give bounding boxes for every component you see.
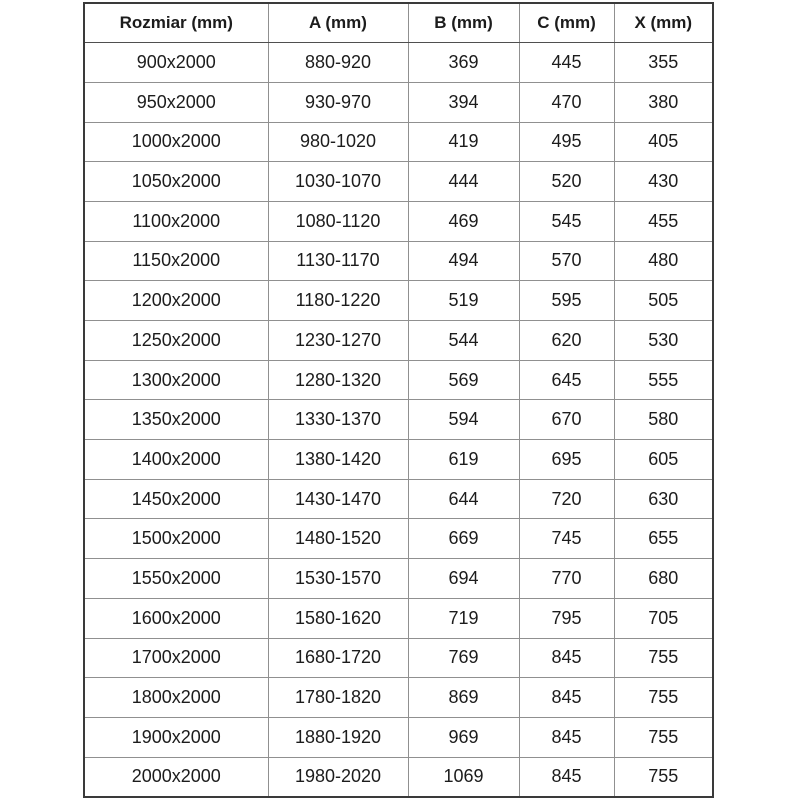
table-row — [84, 717, 713, 757]
table-row — [84, 281, 713, 321]
table-cell: 544 — [408, 321, 519, 361]
table-cell: 655 — [614, 519, 713, 559]
table-cell: 369 — [408, 43, 519, 83]
table-row — [84, 360, 713, 400]
table-cell: 845 — [519, 678, 614, 718]
table-cell: 430 — [614, 162, 713, 202]
table-cell: 769 — [408, 638, 519, 678]
table-cell: 394 — [408, 82, 519, 122]
table-cell: 969 — [408, 717, 519, 757]
table-cell: 1280-1320 — [268, 360, 408, 400]
table-cell: 455 — [614, 201, 713, 241]
table-row — [84, 43, 713, 83]
table-cell: 480 — [614, 241, 713, 281]
table-cell: 555 — [614, 360, 713, 400]
table-row — [84, 757, 713, 797]
table-cell: 1230-1270 — [268, 321, 408, 361]
table-cell: 355 — [614, 43, 713, 83]
table-cell: 694 — [408, 559, 519, 599]
col-header-a: A (mm) — [268, 3, 408, 43]
table-cell: 1100x2000 — [84, 201, 268, 241]
table-cell: 1780-1820 — [268, 678, 408, 718]
table-cell: 1530-1570 — [268, 559, 408, 599]
table-cell: 380 — [614, 82, 713, 122]
table-cell: 669 — [408, 519, 519, 559]
table-cell: 1880-1920 — [268, 717, 408, 757]
table-cell: 645 — [519, 360, 614, 400]
col-header-b: B (mm) — [408, 3, 519, 43]
table-row — [84, 678, 713, 718]
table-cell: 1580-1620 — [268, 598, 408, 638]
table-cell: 980-1020 — [268, 122, 408, 162]
table-cell: 630 — [614, 479, 713, 519]
table-row — [84, 400, 713, 440]
table-cell: 605 — [614, 440, 713, 480]
table-cell: 1300x2000 — [84, 360, 268, 400]
table-cell: 1080-1120 — [268, 201, 408, 241]
table-cell: 795 — [519, 598, 614, 638]
table-cell: 1500x2000 — [84, 519, 268, 559]
table-cell: 1030-1070 — [268, 162, 408, 202]
table-cell: 880-920 — [268, 43, 408, 83]
table-cell: 594 — [408, 400, 519, 440]
table-row — [84, 321, 713, 361]
table-cell: 1069 — [408, 757, 519, 797]
table-row — [84, 638, 713, 678]
table-cell: 620 — [519, 321, 614, 361]
table-cell: 569 — [408, 360, 519, 400]
col-header-c: C (mm) — [519, 3, 614, 43]
table-row — [84, 82, 713, 122]
table-cell: 1800x2000 — [84, 678, 268, 718]
col-header-rozmiar: Rozmiar (mm) — [84, 3, 268, 43]
table-cell: 1900x2000 — [84, 717, 268, 757]
table-cell: 1050x2000 — [84, 162, 268, 202]
table-row — [84, 598, 713, 638]
table-cell: 1980-2020 — [268, 757, 408, 797]
table-cell: 1700x2000 — [84, 638, 268, 678]
table-cell: 869 — [408, 678, 519, 718]
table-cell: 1680-1720 — [268, 638, 408, 678]
size-spec-table — [83, 2, 714, 798]
table-cell: 495 — [519, 122, 614, 162]
col-header-x: X (mm) — [614, 3, 713, 43]
table-body — [84, 43, 713, 797]
table-cell: 1200x2000 — [84, 281, 268, 321]
table-cell: 444 — [408, 162, 519, 202]
table-cell: 745 — [519, 519, 614, 559]
table-cell: 770 — [519, 559, 614, 599]
table-cell: 595 — [519, 281, 614, 321]
table-cell: 1000x2000 — [84, 122, 268, 162]
table-cell: 1480-1520 — [268, 519, 408, 559]
table-cell: 1130-1170 — [268, 241, 408, 281]
table-cell: 1350x2000 — [84, 400, 268, 440]
table-cell: 1180-1220 — [268, 281, 408, 321]
table-cell: 545 — [519, 201, 614, 241]
header-row — [84, 3, 713, 43]
table-row — [84, 479, 713, 519]
table-cell: 1430-1470 — [268, 479, 408, 519]
table-row — [84, 440, 713, 480]
table-cell: 520 — [519, 162, 614, 202]
table-cell: 505 — [614, 281, 713, 321]
table-cell: 755 — [614, 757, 713, 797]
table-cell: 930-970 — [268, 82, 408, 122]
table-cell: 619 — [408, 440, 519, 480]
table-cell: 494 — [408, 241, 519, 281]
table-cell: 845 — [519, 757, 614, 797]
table-cell: 405 — [614, 122, 713, 162]
table-cell: 419 — [408, 122, 519, 162]
table-cell: 445 — [519, 43, 614, 83]
table-cell: 900x2000 — [84, 43, 268, 83]
table-cell: 755 — [614, 678, 713, 718]
table-cell: 1380-1420 — [268, 440, 408, 480]
table-cell: 470 — [519, 82, 614, 122]
table-cell: 755 — [614, 717, 713, 757]
table-cell: 755 — [614, 638, 713, 678]
table-cell: 720 — [519, 479, 614, 519]
table-cell: 644 — [408, 479, 519, 519]
table-cell: 1550x2000 — [84, 559, 268, 599]
table-cell: 1600x2000 — [84, 598, 268, 638]
table-cell: 580 — [614, 400, 713, 440]
table-cell: 519 — [408, 281, 519, 321]
table-cell: 845 — [519, 638, 614, 678]
table-row — [84, 241, 713, 281]
table-cell: 570 — [519, 241, 614, 281]
table-row — [84, 201, 713, 241]
table-cell: 680 — [614, 559, 713, 599]
table-cell: 2000x2000 — [84, 757, 268, 797]
table-row — [84, 162, 713, 202]
size-spec-table-container — [83, 2, 712, 798]
table-cell: 719 — [408, 598, 519, 638]
table-cell: 1330-1370 — [268, 400, 408, 440]
table-cell: 1400x2000 — [84, 440, 268, 480]
table-cell: 950x2000 — [84, 82, 268, 122]
table-cell: 845 — [519, 717, 614, 757]
table-cell: 695 — [519, 440, 614, 480]
table-row — [84, 519, 713, 559]
table-cell: 1250x2000 — [84, 321, 268, 361]
table-row — [84, 122, 713, 162]
table-cell: 469 — [408, 201, 519, 241]
table-cell: 670 — [519, 400, 614, 440]
table-row — [84, 559, 713, 599]
table-cell: 1150x2000 — [84, 241, 268, 281]
table-cell: 530 — [614, 321, 713, 361]
table-cell: 1450x2000 — [84, 479, 268, 519]
table-cell: 705 — [614, 598, 713, 638]
